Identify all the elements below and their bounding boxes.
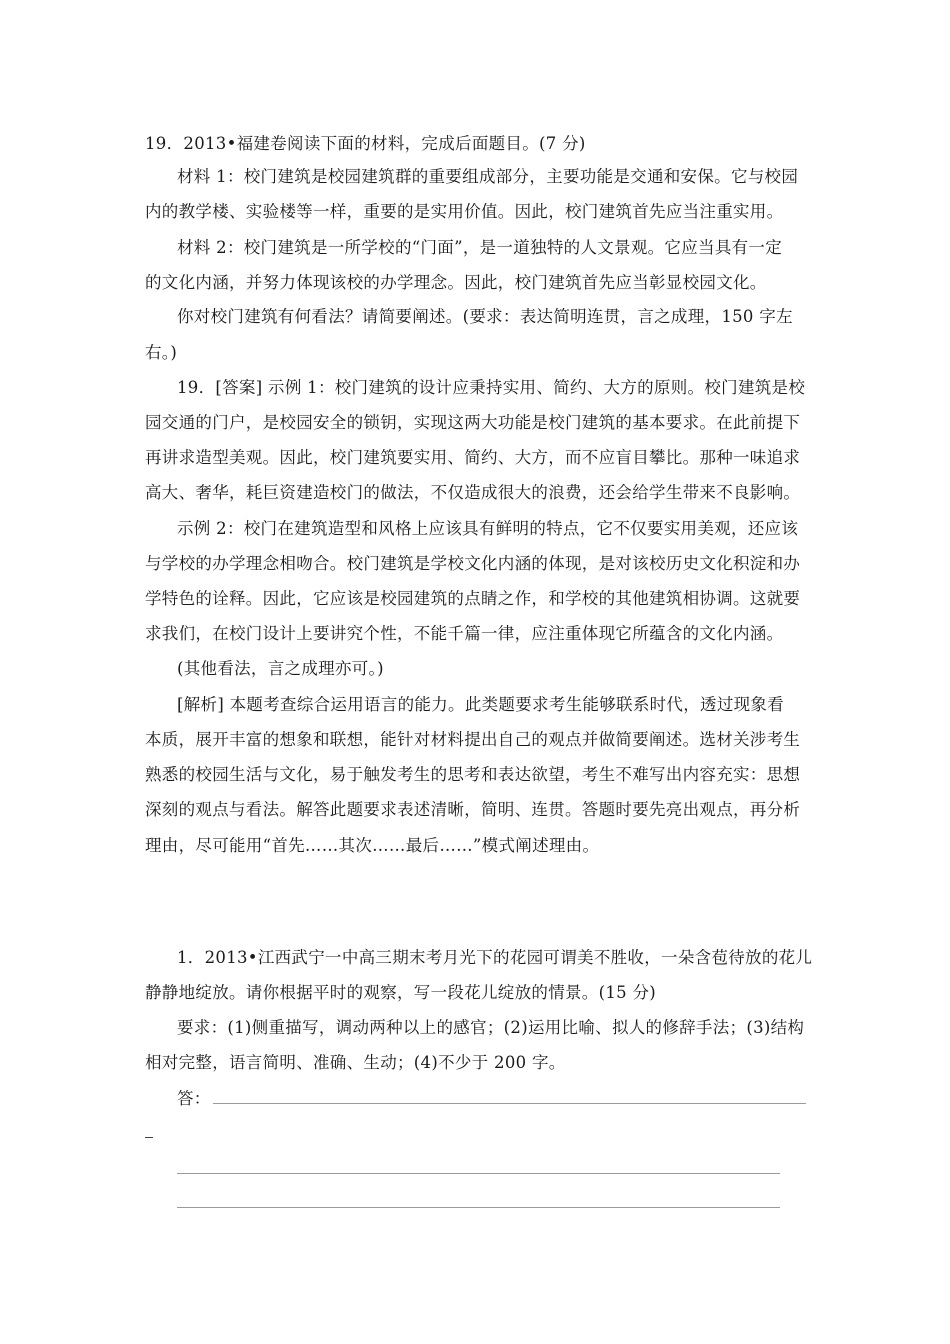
requirements-line-2: 相对完整，语言简明、准确、生动；(4)不少于 200 字。 — [145, 1053, 566, 1072]
answer-blank-line-3[interactable] — [177, 1207, 780, 1208]
answer-blank-dash — [145, 1137, 153, 1138]
material-2-line-2: 的文化内涵，并努力体现该校的办学理念。因此，校门建筑首先应当彰显校园文化。 — [145, 273, 767, 292]
question-19-title: 19．2013•福建卷阅读下面的材料，完成后面题目。(7 分) — [145, 134, 586, 153]
answer-line-3: 再讲求造型美观。因此，校门建筑要实用、简约、大方，而不应盲目攀比。那种一味追求 — [145, 448, 801, 467]
answer-line-1: 19．[答案] 示例 1：校门建筑的设计应秉持实用、简约、大方的原则。校门建筑是校 — [177, 378, 806, 397]
answer-label: 答： — [177, 1089, 211, 1108]
analysis-line-3: 熟悉的校园生活与文化，易于触发考生的思考和表达欲望，考生不难写出内容充实：思想 — [145, 765, 801, 784]
question-prompt-line-2: 右。) — [145, 343, 178, 362]
example-2-line-4: 求我们，在校门设计上要讲究个性，不能千篇一律，应注重体现它所蕴含的文化内涵。 — [145, 624, 784, 643]
requirements-line-1: 要求：(1)侧重描写，调动两种以上的感官；(2)运用比喻、拟人的修辞手法；(3)结构 — [177, 1018, 805, 1037]
analysis-line-4: 深刻的观点与看法。解答此题要求表述清晰，简明、连贯。答题时要先亮出观点，再分析 — [145, 800, 801, 819]
answer-line-2: 园交通的门户，是校园安全的锁钥，实现这两大功能是校门建筑的基本要求。在此前提下 — [145, 413, 801, 432]
answer-blank-line-2[interactable] — [177, 1173, 780, 1174]
example-2-line-2: 与学校的办学理念相吻合。校门建筑是学校文化内涵的体现，是对该校历史文化积淀和办 — [145, 554, 801, 573]
question-1-title-line-2: 静静地绽放。请你根据平时的观察，写一段花儿绽放的情景。(15 分) — [145, 983, 657, 1002]
other-views-note: (其他看法，言之成理亦可。) — [177, 659, 384, 678]
answer-line-4: 高大、奢华，耗巨资建造校门的做法，不仅造成很大的浪费，还会给学生带来不良影响。 — [145, 483, 801, 502]
material-2-line-1: 材料 2：校门建筑是一所学校的“门面”，是一道独特的人文景观。它应当具有一定 — [177, 238, 783, 257]
answer-blank-line-1[interactable] — [213, 1103, 806, 1104]
analysis-line-2: 本质，展开丰富的想象和联想，能针对材料提出自己的观点并做简要阐述。选材关涉考生 — [145, 730, 801, 749]
example-2-line-1: 示例 2：校门在建筑造型和风格上应该具有鲜明的特点，它不仅要实用美观，还应该 — [177, 519, 799, 538]
question-prompt-line-1: 你对校门建筑有何看法？请简要阐述。(要求：表达简明连贯，言之成理，150 字左 — [177, 307, 793, 326]
analysis-line-5: 理由，尽可能用“首先……其次……最后……”模式阐述理由。 — [145, 836, 600, 855]
material-1-line-2: 内的教学楼、实验楼等一样，重要的是实用价值。因此，校门建筑首先应当注重实用。 — [145, 202, 784, 221]
question-1-title-line-1: 1．2013•江西武宁一中高三期末考月光下的花园可谓美不胜收，一朵含苞待放的花儿 — [177, 948, 813, 967]
example-2-line-3: 学特色的诠释。因此，它应该是校园建筑的点睛之作，和学校的其他建筑相协调。这就要 — [145, 589, 801, 608]
material-1-line-1: 材料 1：校门建筑是校园建筑群的重要组成部分，主要功能是交通和安保。它与校园 — [177, 167, 799, 186]
analysis-line-1: [解析] 本题考查综合运用语言的能力。此类题要求考生能够联系时代，透过现象看 — [177, 695, 785, 714]
